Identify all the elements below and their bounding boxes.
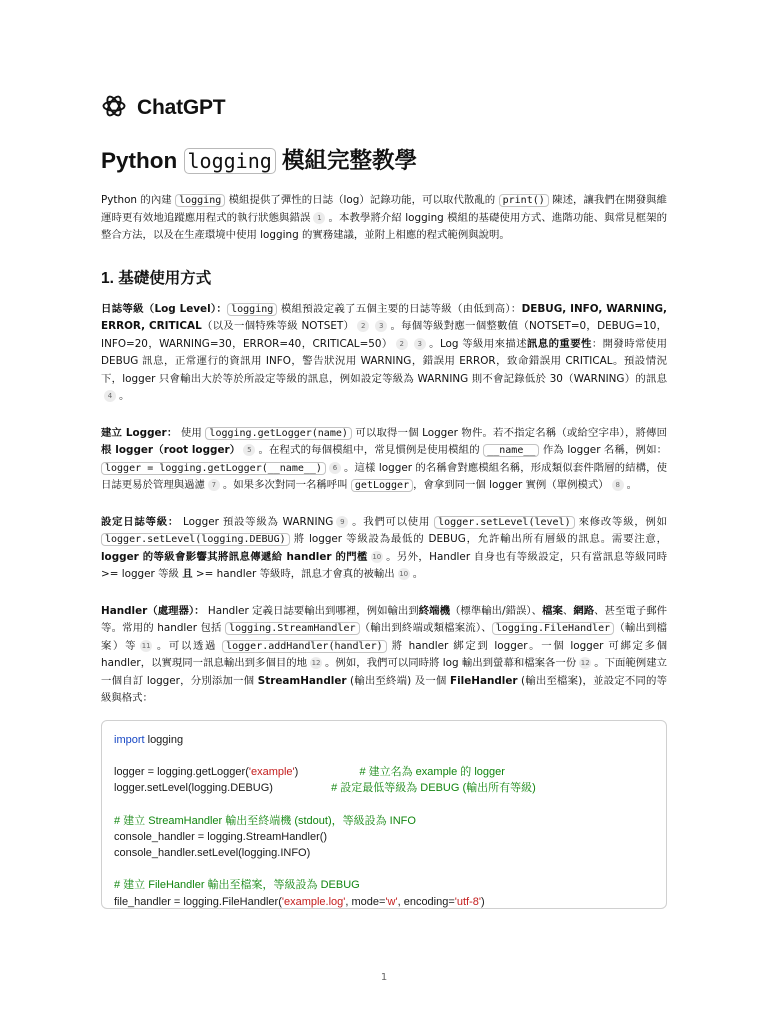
paragraph-create-logger: 建立 Logger： 使用 logging.getLogger(name) 可以取得一個 Logger 物件。若不指定名稱（或給空字串），將傳回根 logger（root logger） 5 。在程式的每個模組中，常見慣例是使用模組的 __name__ 作為 logger 名稱，例如：logger = logging.getLogger(__name__) 6 。這樣 logger 的名稱會對應模組名稱，形成類似套件階層的結構，使日誌更易於管理與過濾 7 。如果多次對同一名稱呼叫 getLogger ，會拿到同一個 logger 實例（單例模式） 8 。 <box>101 426 667 491</box>
brand-name: ChatGPT <box>137 96 226 119</box>
citation-badge[interactable]: 12 <box>311 659 321 667</box>
citation-badge[interactable]: 11 <box>141 641 151 650</box>
citation-badge[interactable]: 8 <box>612 479 624 491</box>
citation-badge[interactable]: 2 <box>357 320 369 332</box>
citation-badge[interactable]: 10 <box>372 552 382 561</box>
citation-badge[interactable]: 7 <box>208 479 220 491</box>
page-title: Python logging 模組完整教學 <box>101 148 418 173</box>
openai-logo-icon <box>101 93 127 123</box>
intro-paragraph: Python 的內建 logging 模組提供了彈性的日誌（log）記錄功能，可以取代散亂的 print() 陳述，讓我們在開發與維運時更有效地追蹤應用程式的執行狀態與錯誤 1 。本教學將介紹 logging 模組的基礎使用方式、進階功能、與常見框架的整合方法，以及在生產環境中使用 logging 的實務建議，並附上相應的程式範例與說明。 <box>101 194 667 241</box>
brand-header <box>101 92 667 124</box>
paragraph-log-levels: 日誌等級（Log Level）： logging 模組預設定義了五個主要的日誌等級（由低到高）：DEBUG, INFO, WARNING, ERROR, CRITICAL（以及一個特殊等級 NOTSET） 2 3 。每個等級對應一個整數值（NOTSET=0，DEBUG=10，INFO=20，WARNING=30，ERROR=40，CRITICAL=50） 2 3 。Log 等級用來描述訊息的重要性：開發時常使用 DEBUG 訊息，正常運行的資訊用 INFO，警告狀況用 WARNING，錯誤用 ERROR，致命錯誤用 CRITICAL。預設情況下，logger 只會輸出大於等於所設定等級的訊息，例如設定等級為 WARNING 則不會記錄低於 30（WARNING）的訊息4 。 <box>101 302 668 402</box>
section-heading: 1. 基礎使用方式 <box>101 269 212 287</box>
paragraph-handler: Handler（處理器）： Handler 定義日誌要輸出到哪裡，例如輸出到終端機（標準輸出/錯誤）、檔案、網路、甚至電子郵件等。常用的 handler 包括 logging.StreamHandler （輸出到終端或類檔案流）、 logging.FileHandler （輸出到檔案）等 11 。可以透過 logger.addHandler(handler) 將 handler 綁定到 logger。一個 logger 可綁定多個 handler，以實現同一訊息輸出到多個目的地 12 。例如，我們可以同時將 log 輸出到螢幕和檔案各一份 12 。下面範例建立一個自訂 logger，分別添加一個 StreamHandler (輸出至終端) 及一個 FileHandler (輸出至檔案)，並設定不同的等級與格式： <box>101 604 668 704</box>
citation-badge[interactable]: 12 <box>580 659 590 667</box>
citation-badge[interactable]: 3 <box>375 320 387 332</box>
citation-badge[interactable]: 1 <box>313 212 325 224</box>
page-number: 1 <box>380 972 388 983</box>
title-code: logging <box>184 148 276 174</box>
document-page <box>101 92 667 909</box>
citation-badge[interactable]: 3 <box>414 338 426 350</box>
citation-badge[interactable]: 9 <box>336 516 348 528</box>
citation-badge[interactable]: 5 <box>243 444 255 456</box>
citation-badge[interactable]: 4 <box>104 390 116 402</box>
code-block[interactable]: import logging logger = logging.getLogger('example') # 建立名為 example 的 logger logger.setLevel(logging.DEBUG) # 設定最低等級為 DEBUG (輸出所有等級) # 建立 StreamHandler 輸出至終端機 (stdout)，等級設為 INFO console_handler = logging.StreamHandler() console_handler.setLevel(logging.INFO) # 建立 FileHandler 輸出至檔案，等級設為 DEBUG file_handler = logging.FileHandler('example.log', mode='w', encoding='utf-8') <box>101 720 667 909</box>
citation-badge[interactable]: 2 <box>396 338 408 350</box>
citation-badge[interactable]: 6 <box>329 462 341 474</box>
citation-badge[interactable]: 10 <box>399 570 409 578</box>
paragraph-set-level: 設定日誌等級： Logger 預設等級為 WARNING 9 。我們可以使用 logger.setLevel(level) 來修改等級，例如 logger.setLevel(logging.DEBUG) 將 logger 等級設為最低的 DEBUG，允許輸出所有層級的訊息。需要注意，logger 的等級會影響其將訊息傳遞給 handler 的門檻 10 。另外，Handler 自身也有等級設定，只有當訊息等級同時>= logger 等級 且 >= handler 等級時，訊息才會真的被輸出 10 。 <box>101 515 668 580</box>
